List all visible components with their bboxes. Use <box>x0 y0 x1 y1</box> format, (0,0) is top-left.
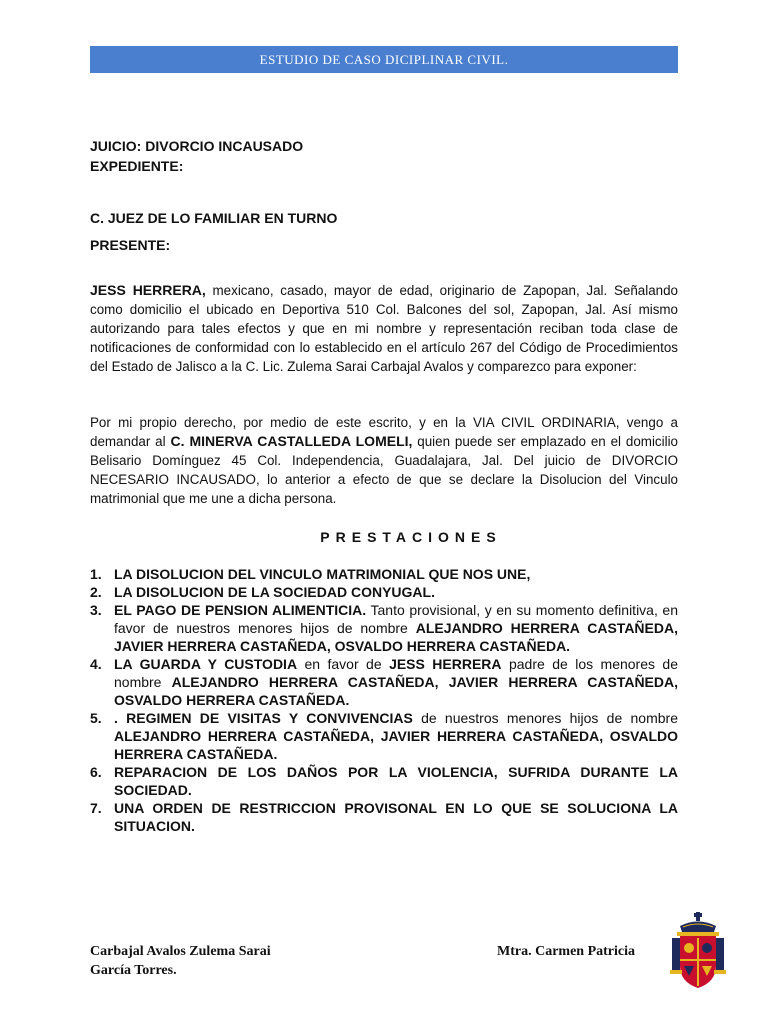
expediente-line: EXPEDIENTE: <box>90 158 184 174</box>
prestaciones-heading: PRESTACIONES <box>320 529 502 545</box>
item-text: LA DISOLUCION DEL VINCULO MATRIMONIAL QUE NOS UNE, <box>114 566 531 582</box>
author-line-2: García Torres. <box>90 963 177 978</box>
university-seal-icon <box>668 912 728 992</box>
author-line-1: Carbajal Avalos Zulema Sarai <box>90 944 271 959</box>
item-text: padre de los menores de nombre <box>114 656 679 690</box>
item-names: ALEJANDRO HERRERA CASTAÑEDA, JAVIER HERRERA CASTAÑEDA, OSVALDO HERRERA CASTAÑEDA. <box>114 674 679 708</box>
demand-text-1: Por mi propio derecho, por medio de este escrito, y en la VIA CIVIL ORDINARIA, vengo a demandar al <box>90 415 678 449</box>
list-item <box>90 655 678 709</box>
intro-text: mexicano, casado, mayor de edad, originario de Zapopan, Jal. Señalando como domicilio el ubicado en Deportiva 510 Col. Balcones del sol, Zapopan, Jal. Así mismo autorizando para tales efectos y que en mi nombre y representación reciban toda clase de notificaciones de conformidad con lo establecido en el artículo 267 del Código de Procedimientos del Estado de Jalisco a la C. Lic. Zulema Sarai Carbajal Avalos y comparezco para exponer: <box>90 283 678 374</box>
addressee-line: C. JUEZ DE LO FAMILIAR EN TURNO <box>90 210 338 226</box>
item-number: 4. <box>90 656 102 672</box>
list-item <box>90 583 678 601</box>
item-text: REPARACION DE LOS DAÑOS POR LA VIOLENCIA, SUFRIDA DURANTE LA SOCIEDAD. <box>114 764 678 798</box>
juicio-line: JUICIO: DIVORCIO INCAUSADO <box>90 138 304 154</box>
item-text: Tanto provisional, y en su momento definitiva, en favor de nuestros menores hijos de nombre <box>114 602 678 636</box>
item-text: UNA ORDEN DE RESTRICCION PROVISONAL EN LO QUE SE SOLUCIONA LA SITUACION. <box>114 800 678 834</box>
intro-paragraph <box>90 281 678 376</box>
item-number: 1. <box>90 566 102 582</box>
item-names: JESS HERRERA <box>389 656 502 672</box>
item-text: de nuestros menores hijos de nombre <box>412 710 678 726</box>
list-item <box>90 601 678 655</box>
item-number: 2. <box>90 584 102 600</box>
item-number: 5. <box>90 710 102 726</box>
defendant-name: C. MINERVA CASTALLEDA LOMELI, <box>170 433 413 449</box>
demand-text-2: quien puede ser emplazado en el domicilio Belisario Domínguez 45 Col. Independencia, Guadalajara, Jal. Del juicio de DIVORCIO NECESARIO INCAUSADO, lo anterior a efecto de que se declare la Disolucion del Vinculo matrimonial que me une a dicha persona. <box>90 434 678 506</box>
item-names: ALEJANDRO HERRERA CASTAÑEDA, JAVIER HERRERA CASTAÑEDA, OSVALDO HERRERA CASTAÑEDA. <box>114 620 678 654</box>
list-item <box>90 763 678 799</box>
item-text: LA DISOLUCION DE LA SOCIEDAD CONYUGAL. <box>114 584 435 600</box>
prestaciones-list <box>90 565 678 835</box>
item-text: EL PAGO DE PENSION ALIMENTICIA. <box>114 602 367 618</box>
list-item <box>90 709 678 763</box>
item-number: 6. <box>90 764 102 780</box>
item-number: 3. <box>90 602 102 618</box>
author-block <box>90 942 271 980</box>
list-item <box>90 565 678 583</box>
list-item <box>90 799 678 835</box>
teacher-name: Mtra. Carmen Patricia <box>497 944 635 959</box>
item-text: . REGIMEN DE VISITAS Y CONVIVENCIAS <box>114 710 413 726</box>
demand-paragraph <box>90 413 678 508</box>
item-names: ALEJANDRO HERRERA CASTAÑEDA, JAVIER HERRERA CASTAÑEDA, OSVALDO HERRERA CASTAÑEDA. <box>114 728 678 762</box>
item-text: LA GUARDA Y CUSTODIA <box>114 656 298 672</box>
header-banner: ESTUDIO DE CASO DICIPLINAR CIVIL. <box>90 46 678 73</box>
item-text: en favor de <box>297 656 390 672</box>
presente-line: PRESENTE: <box>90 237 171 253</box>
plaintiff-name: JESS HERRERA, <box>90 282 206 298</box>
item-number: 7. <box>90 800 102 816</box>
